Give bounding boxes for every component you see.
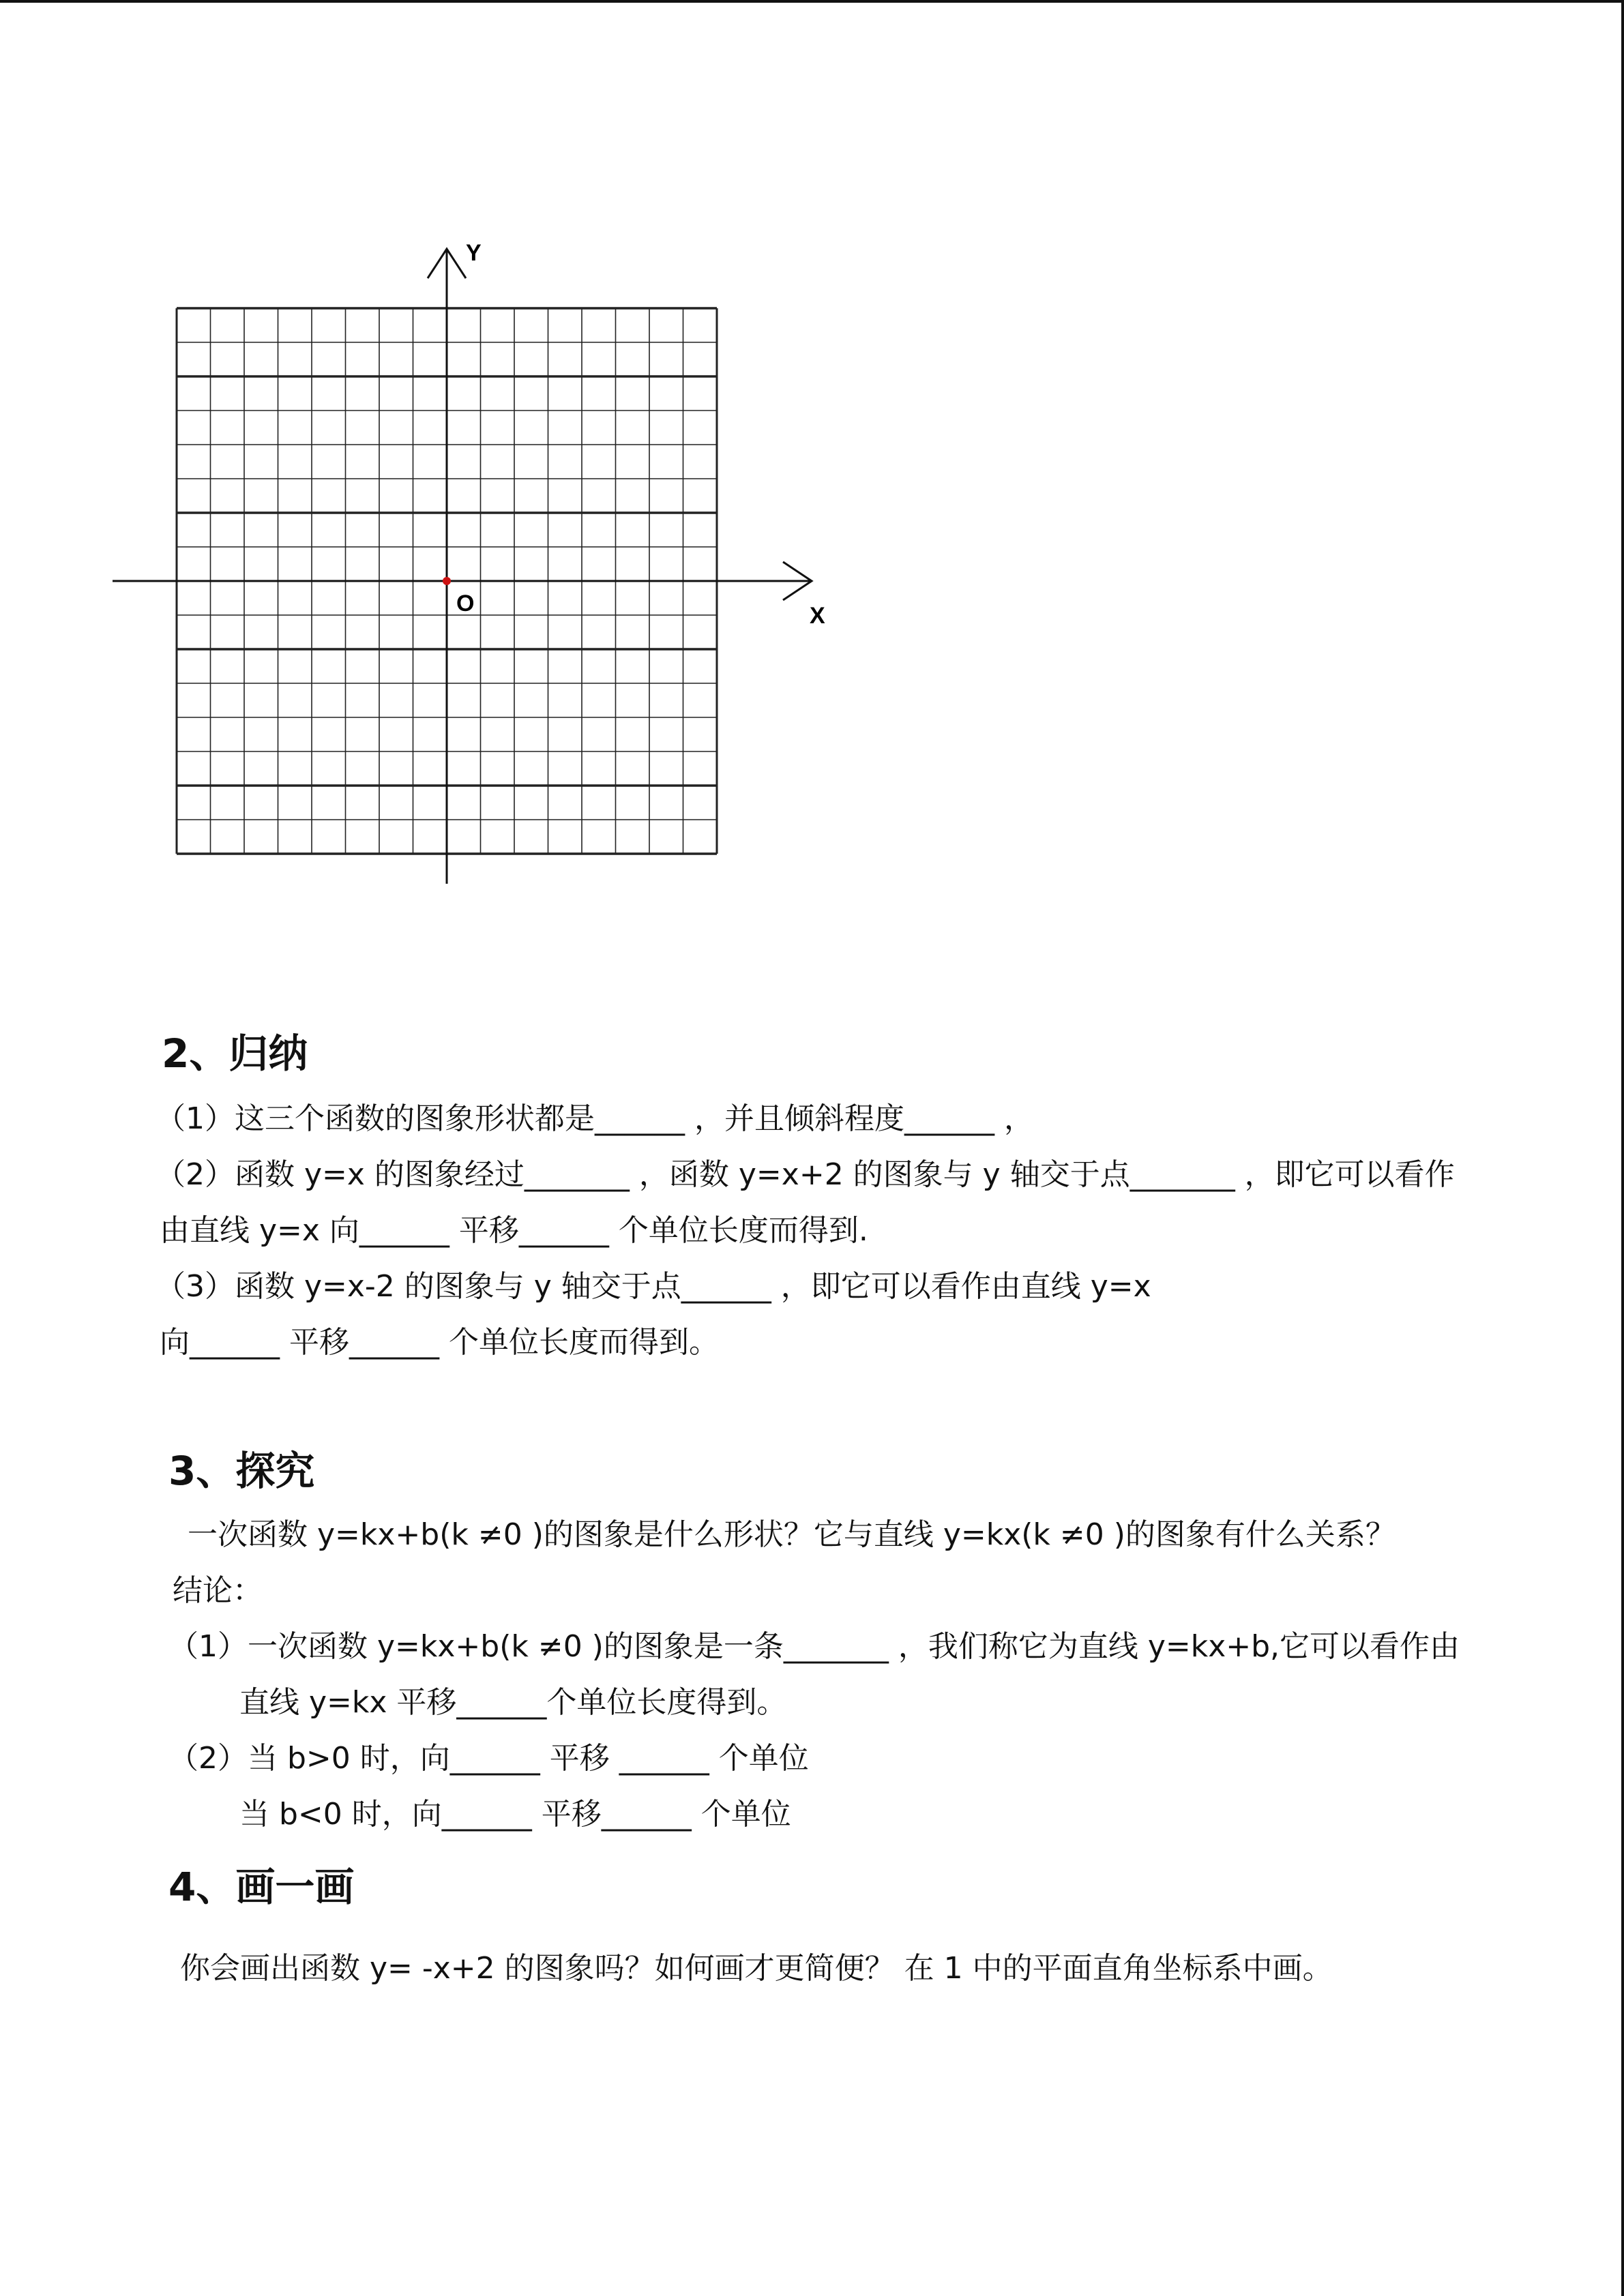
section2-line-2: （2）函数 y=x 的图象经过_______ ，函数 y=x+2 的图象与 y 轴交于点_______ ，即它可以看作	[156, 1157, 1455, 1192]
section3-conclusion-label: 结论：	[173, 1573, 263, 1608]
section3-item-2-cont: 当 b<0 时，向______ 平移______ 个单位	[239, 1797, 791, 1832]
x-axis-label: X	[810, 603, 825, 629]
section3-item-1: （1）一次函数 y=kx+b(k ≠0 )的图象是一条_______ ，我们称它为直线 y=kx+b,它可以看作由	[168, 1629, 1460, 1664]
section2-line-4: （3）函数 y=x-2 的图象与 y 轴交于点______ ，即它可以看作由直线 y=x	[156, 1269, 1151, 1304]
section4-heading: 4、画一画	[168, 1864, 355, 1910]
section3-item-1-cont: 直线 y=kx 平移______个单位长度得到。	[239, 1685, 787, 1720]
section2-line-5: 向______ 平移______ 个单位长度而得到。	[160, 1325, 719, 1360]
coordinate-grid-figure	[0, 0, 887, 900]
section2-line-3: 由直线 y=x 向______ 平移______ 个单位长度而得到.	[160, 1213, 868, 1248]
origin-point	[443, 577, 451, 585]
section2-line-1: （1）这三个函数的图象形状都是______ ，并且倾斜程度______ ，	[156, 1101, 1034, 1136]
page-right-border	[1621, 0, 1624, 2296]
section4-text: 你会画出函数 y= -x+2 的图象吗？如何画才更简便？ 在 1 中的平面直角坐标系中画。	[180, 1951, 1333, 1986]
section3-item-2: （2）当 b>0 时，向______ 平移 ______ 个单位	[168, 1741, 809, 1776]
section3-question: 一次函数 y=kx+b(k ≠0 )的图象是什么形状？它与直线 y=kx(k ≠0 )的图象有什么关系？	[188, 1517, 1396, 1552]
y-axis-label: Y	[466, 240, 482, 266]
origin-label: O	[456, 591, 475, 616]
section3-heading: 3、探究	[168, 1448, 315, 1494]
section2-heading: 2、归纳	[162, 1030, 308, 1077]
